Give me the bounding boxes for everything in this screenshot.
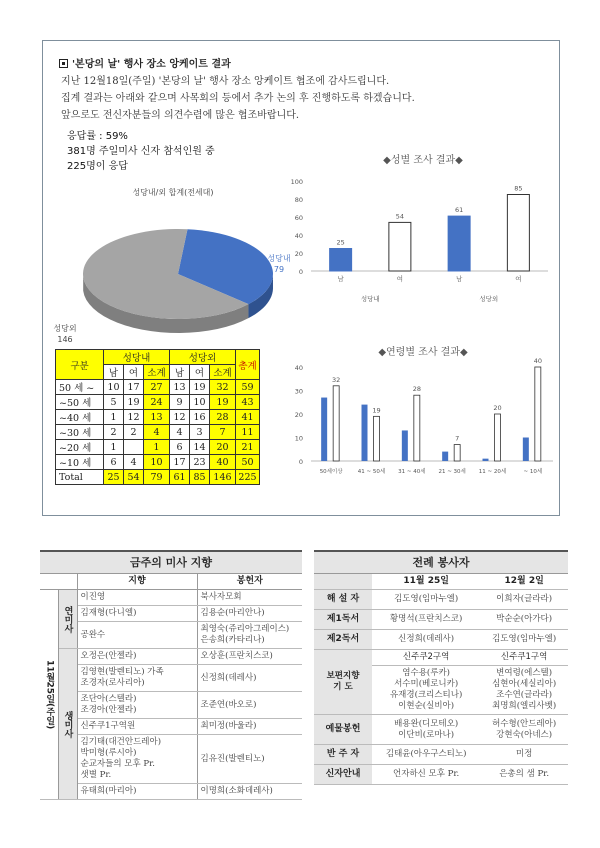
table-cell: 6 — [104, 455, 124, 470]
age-bar-chart — [293, 337, 558, 477]
mass-intent: 오정은(안젤라) — [77, 649, 197, 665]
y-tick-label: 30 — [294, 387, 303, 396]
table-cell: 28 — [210, 410, 236, 425]
mass-donor: 오상훈(프란치스코) — [197, 649, 302, 665]
row-label: Total — [56, 470, 104, 485]
data-label: 32 — [332, 375, 341, 384]
sub-male: 남 — [104, 365, 124, 380]
table-cell: 146 — [210, 470, 236, 485]
pie-label-inside: 성당내 — [267, 254, 291, 263]
mass-donor: 김유진(발렌티노) — [197, 735, 302, 784]
mass-intent: 김영현(발렌티노) 가족 조경자(로사리아) — [77, 665, 197, 692]
y-tick-label: 40 — [294, 232, 303, 240]
table-cell: 10 — [104, 380, 124, 395]
group-label: 성당외 — [479, 295, 499, 303]
pie-label-outside: 성당외 — [53, 324, 77, 333]
survey-title-text: '본당의 날' 행사 장소 앙케이트 결과 — [72, 59, 231, 70]
server-date2: 박순순(아가다) — [480, 610, 568, 630]
table-cell: 4 — [144, 425, 170, 440]
y-tick-label: 40 — [294, 364, 303, 372]
table-cell: 19 — [124, 395, 144, 410]
server-role: 제1독서 — [314, 610, 372, 630]
sub-subtotal: 소계 — [144, 365, 170, 380]
survey-title — [59, 55, 231, 70]
zone-row — [314, 650, 568, 666]
data-label: 54 — [395, 212, 405, 221]
spacer — [40, 574, 77, 590]
survey-panel — [42, 40, 560, 516]
survey-body — [61, 73, 551, 124]
table-cell: 2 — [104, 425, 124, 440]
table-row — [314, 610, 568, 630]
table-cell: 85 — [190, 470, 210, 485]
table-row — [40, 784, 302, 800]
x-tick-label: 여 — [396, 275, 404, 283]
table-cell: 20 — [210, 440, 236, 455]
y-tick-label: 10 — [294, 434, 303, 443]
table-cell: 12 — [170, 410, 190, 425]
gender-chart-title: ◆성별 조사 결과◆ — [383, 155, 463, 166]
server-date1: 신정희(데레사) — [372, 630, 480, 650]
x-tick-label: 여 — [515, 275, 522, 283]
pie-value-outside: 146 — [57, 335, 73, 344]
x-tick-label: 31 ~ 40세 — [398, 469, 426, 475]
mass-day: 11월25일(주일) — [40, 590, 58, 800]
table-row — [40, 665, 302, 692]
group-label: 성당내 — [360, 295, 380, 303]
prayer-names: 염수용(루카) 서수미(베로니카) 유재경(크리스티나) 이현순(실비아) — [372, 666, 480, 715]
x-tick-label: ~ 10세 — [523, 469, 543, 475]
table-cell: 23 — [190, 455, 210, 470]
table-cell: 43 — [236, 395, 260, 410]
data-label: 40 — [533, 357, 542, 365]
header-inside: 성당내 — [104, 350, 170, 365]
servers-title: 전례 봉사자 — [314, 550, 568, 574]
pie-value-inside: 79 — [273, 265, 285, 274]
server-role: 보편지향 기 도 — [314, 650, 372, 715]
data-label: 61 — [454, 206, 464, 215]
table-row — [56, 395, 260, 410]
server-date2: 미정 — [480, 745, 568, 765]
sub-female: 여 — [124, 365, 144, 380]
bar — [362, 405, 368, 461]
bar — [483, 459, 489, 461]
mass-table — [40, 574, 302, 800]
table-cell: 4 — [170, 425, 190, 440]
table-cell: 59 — [236, 380, 260, 395]
table-row — [314, 765, 568, 785]
bar — [535, 367, 541, 461]
server-date2: 은총의 샘 Pr. — [480, 765, 568, 785]
table-row — [40, 719, 302, 735]
table-cell: 21 — [236, 440, 260, 455]
table-cell: 11 — [236, 425, 260, 440]
data-label: 25 — [336, 238, 345, 247]
zone-label: 신주쿠2구역 — [372, 650, 480, 666]
stat-line: 응답률 : 59% — [67, 131, 128, 142]
y-tick-label: 0 — [298, 458, 303, 466]
bar — [523, 438, 529, 462]
mass-title: 금주의 미사 지향 — [40, 550, 302, 574]
table-cell: 61 — [170, 470, 190, 485]
body-line: 앞으로도 전신자분들의 의견수렴에 많은 협조바랍니다. — [61, 110, 300, 121]
pie-title: 성당내/외 합계(전세대) — [132, 188, 214, 197]
col-intent: 지향 — [77, 574, 197, 590]
data-label: 28 — [412, 385, 421, 394]
table-row — [40, 622, 302, 649]
mass-donor: 이명희(소화데레사) — [197, 784, 302, 800]
table-cell: 40 — [210, 455, 236, 470]
bar — [321, 398, 327, 461]
x-tick-label: 50세이상 — [319, 469, 343, 475]
stat-line: 381명 주일미사 신자 참석인원 중 — [67, 146, 215, 157]
table-cell: 79 — [144, 470, 170, 485]
bar — [507, 195, 529, 272]
table-cell: 9 — [170, 395, 190, 410]
table-cell: 13 — [170, 380, 190, 395]
square-bullet-icon — [59, 59, 68, 68]
table-cell: 32 — [210, 380, 236, 395]
data-label: 20 — [493, 404, 502, 412]
server-role: 반 주 자 — [314, 745, 372, 765]
table-cell: 41 — [236, 410, 260, 425]
table-cell: 2 — [124, 425, 144, 440]
mass-intent: 유태희(마리아) — [77, 784, 197, 800]
row-label: ~20 세 — [56, 440, 104, 455]
x-tick-label: 21 ~ 30세 — [438, 469, 466, 475]
survey-summary-table — [55, 349, 260, 485]
x-tick-label: 남 — [455, 275, 463, 283]
row-label: 50 세 ~ — [56, 380, 104, 395]
server-date1: 김태윤(아우구스티노) — [372, 745, 480, 765]
table-cell: 225 — [236, 470, 260, 485]
y-tick-label: 60 — [294, 214, 303, 222]
server-role: 해 설 자 — [314, 590, 372, 610]
table-cell: 25 — [104, 470, 124, 485]
server-role: 예물봉헌 — [314, 715, 372, 745]
mass-group: 연미사 — [58, 590, 77, 649]
mass-intention-panel — [40, 550, 302, 800]
server-role: 제2독서 — [314, 630, 372, 650]
pie-chart — [43, 179, 303, 349]
row-label: ~30 세 — [56, 425, 104, 440]
liturgy-servers-panel — [314, 550, 568, 785]
bar — [333, 386, 339, 461]
row-label: ~10 세 — [56, 455, 104, 470]
table-row — [40, 590, 302, 606]
server-date1: 김도영(임마누엘) — [372, 590, 480, 610]
server-date2: 김도영(임마누엘) — [480, 630, 568, 650]
table-row — [40, 735, 302, 784]
table-row — [40, 692, 302, 719]
table-cell: 54 — [124, 470, 144, 485]
table-cell: 10 — [144, 455, 170, 470]
x-tick-label: 11 ~ 20세 — [478, 469, 507, 475]
table-cell: 14 — [190, 440, 210, 455]
table-row — [40, 606, 302, 622]
server-date2: 이희자(글라라) — [480, 590, 568, 610]
sub-male: 남 — [170, 365, 190, 380]
table-cell: 5 — [104, 395, 124, 410]
y-tick-label: 100 — [290, 178, 303, 186]
prayer-names: 변여령(에스텔) 심현아(세실리아) 조수연(글라라) 최명희(엘리사벳) — [480, 666, 568, 715]
y-tick-label: 0 — [298, 268, 303, 276]
table-cell: 10 — [190, 395, 210, 410]
mass-donor: 조준연(바오로) — [197, 692, 302, 719]
sub-female: 여 — [190, 365, 210, 380]
col-donor: 봉헌자 — [197, 574, 302, 590]
table-row — [56, 440, 260, 455]
mass-donor: 김용순(마리안나) — [197, 606, 302, 622]
bar — [389, 222, 411, 271]
table-row — [56, 410, 260, 425]
mass-intent: 김기태(대건안드레아) 박미형(루시아) 순교자들의 모후 Pr. 샛별 Pr. — [77, 735, 197, 784]
table-cell: 4 — [124, 455, 144, 470]
server-date1: 황명석(프란치스코) — [372, 610, 480, 630]
mass-donor: 북사자모회 — [197, 590, 302, 606]
table-cell: 1 — [104, 440, 124, 455]
bar — [402, 430, 408, 461]
header-total: 총계 — [236, 350, 260, 380]
bar — [448, 216, 470, 271]
table-cell: 19 — [210, 395, 236, 410]
bar — [414, 395, 420, 461]
table-cell: 24 — [144, 395, 170, 410]
mass-group: 생미사 — [58, 649, 77, 800]
row-label: ~40 세 — [56, 410, 104, 425]
row-label: ~50 세 — [56, 395, 104, 410]
table-row — [56, 425, 260, 440]
table-cell: 17 — [124, 380, 144, 395]
bar — [454, 445, 460, 461]
header-outside: 성당외 — [170, 350, 236, 365]
mass-donor: 최영숙(쥬리아그레이스) 은송희(카타리나) — [197, 622, 302, 649]
mass-intent: 공완수 — [77, 622, 197, 649]
data-label: 85 — [514, 184, 523, 193]
mass-donor: 최미정(바울라) — [197, 719, 302, 735]
table-row — [56, 455, 260, 470]
table-cell: 12 — [124, 410, 144, 425]
sub-subtotal: 소계 — [210, 365, 236, 380]
age-chart-title: ◆연령별 조사 결과◆ — [378, 347, 468, 358]
table-row — [314, 715, 568, 745]
table-row — [56, 380, 260, 395]
table-cell: 16 — [190, 410, 210, 425]
table-cell: 6 — [170, 440, 190, 455]
y-tick-label: 80 — [294, 196, 303, 204]
table-row — [40, 649, 302, 665]
gender-bar-chart — [290, 151, 558, 303]
x-tick-label: 남 — [337, 275, 344, 283]
data-label: 19 — [372, 406, 381, 415]
table-cell: 3 — [190, 425, 210, 440]
mass-intent: 신주쿠1구역원 — [77, 719, 197, 735]
server-role: 신자안내 — [314, 765, 372, 785]
mass-intent: 이진영 — [77, 590, 197, 606]
mass-donor: 신정희(데레사) — [197, 665, 302, 692]
spacer — [314, 574, 372, 590]
bar — [374, 416, 380, 461]
date-1: 11월 25일 — [372, 574, 480, 590]
table-cell — [124, 440, 144, 455]
data-label: 7 — [455, 434, 460, 443]
x-tick-label: 41 ~ 50세 — [357, 469, 386, 475]
table-cell: 50 — [236, 455, 260, 470]
table-cell: 13 — [144, 410, 170, 425]
server-date1: 언자하신 모후 Pr. — [372, 765, 480, 785]
server-date2: 허수형(안드레아) 강현숙(아네스) — [480, 715, 568, 745]
bar — [495, 414, 501, 461]
y-tick-label: 20 — [294, 411, 303, 419]
table-cell: 27 — [144, 380, 170, 395]
servers-table — [314, 574, 568, 785]
body-line: 지난 12월18일(주일) '본당의 날' 행사 장소 앙케이트 협조에 감사드립니다. — [61, 76, 390, 87]
response-stats — [67, 129, 215, 174]
table-row — [314, 630, 568, 650]
table-row — [56, 470, 260, 485]
table-cell: 1 — [144, 440, 170, 455]
table-cell: 1 — [104, 410, 124, 425]
body-line: 집계 결과는 아래와 같으며 사목회의 등에서 추가 논의 후 진행하도록 하겠습니다. — [61, 93, 415, 104]
zone-label: 신주쿠1구역 — [480, 650, 568, 666]
table-cell: 19 — [190, 380, 210, 395]
date-2: 12월 2일 — [480, 574, 568, 590]
mass-intent: 조단아(스텔라) 조경아(안젤라) — [77, 692, 197, 719]
server-date1: 배용완(디모테오) 이단비(로마나) — [372, 715, 480, 745]
table-row — [314, 745, 568, 765]
table-cell: 7 — [210, 425, 236, 440]
y-tick-label: 20 — [294, 250, 303, 258]
bar — [330, 249, 352, 272]
stat-line: 225명이 응답 — [67, 161, 128, 172]
header-category: 구분 — [56, 350, 104, 380]
mass-intent: 김재형(다니엘) — [77, 606, 197, 622]
bar — [442, 452, 448, 461]
table-row — [314, 590, 568, 610]
table-cell: 17 — [170, 455, 190, 470]
